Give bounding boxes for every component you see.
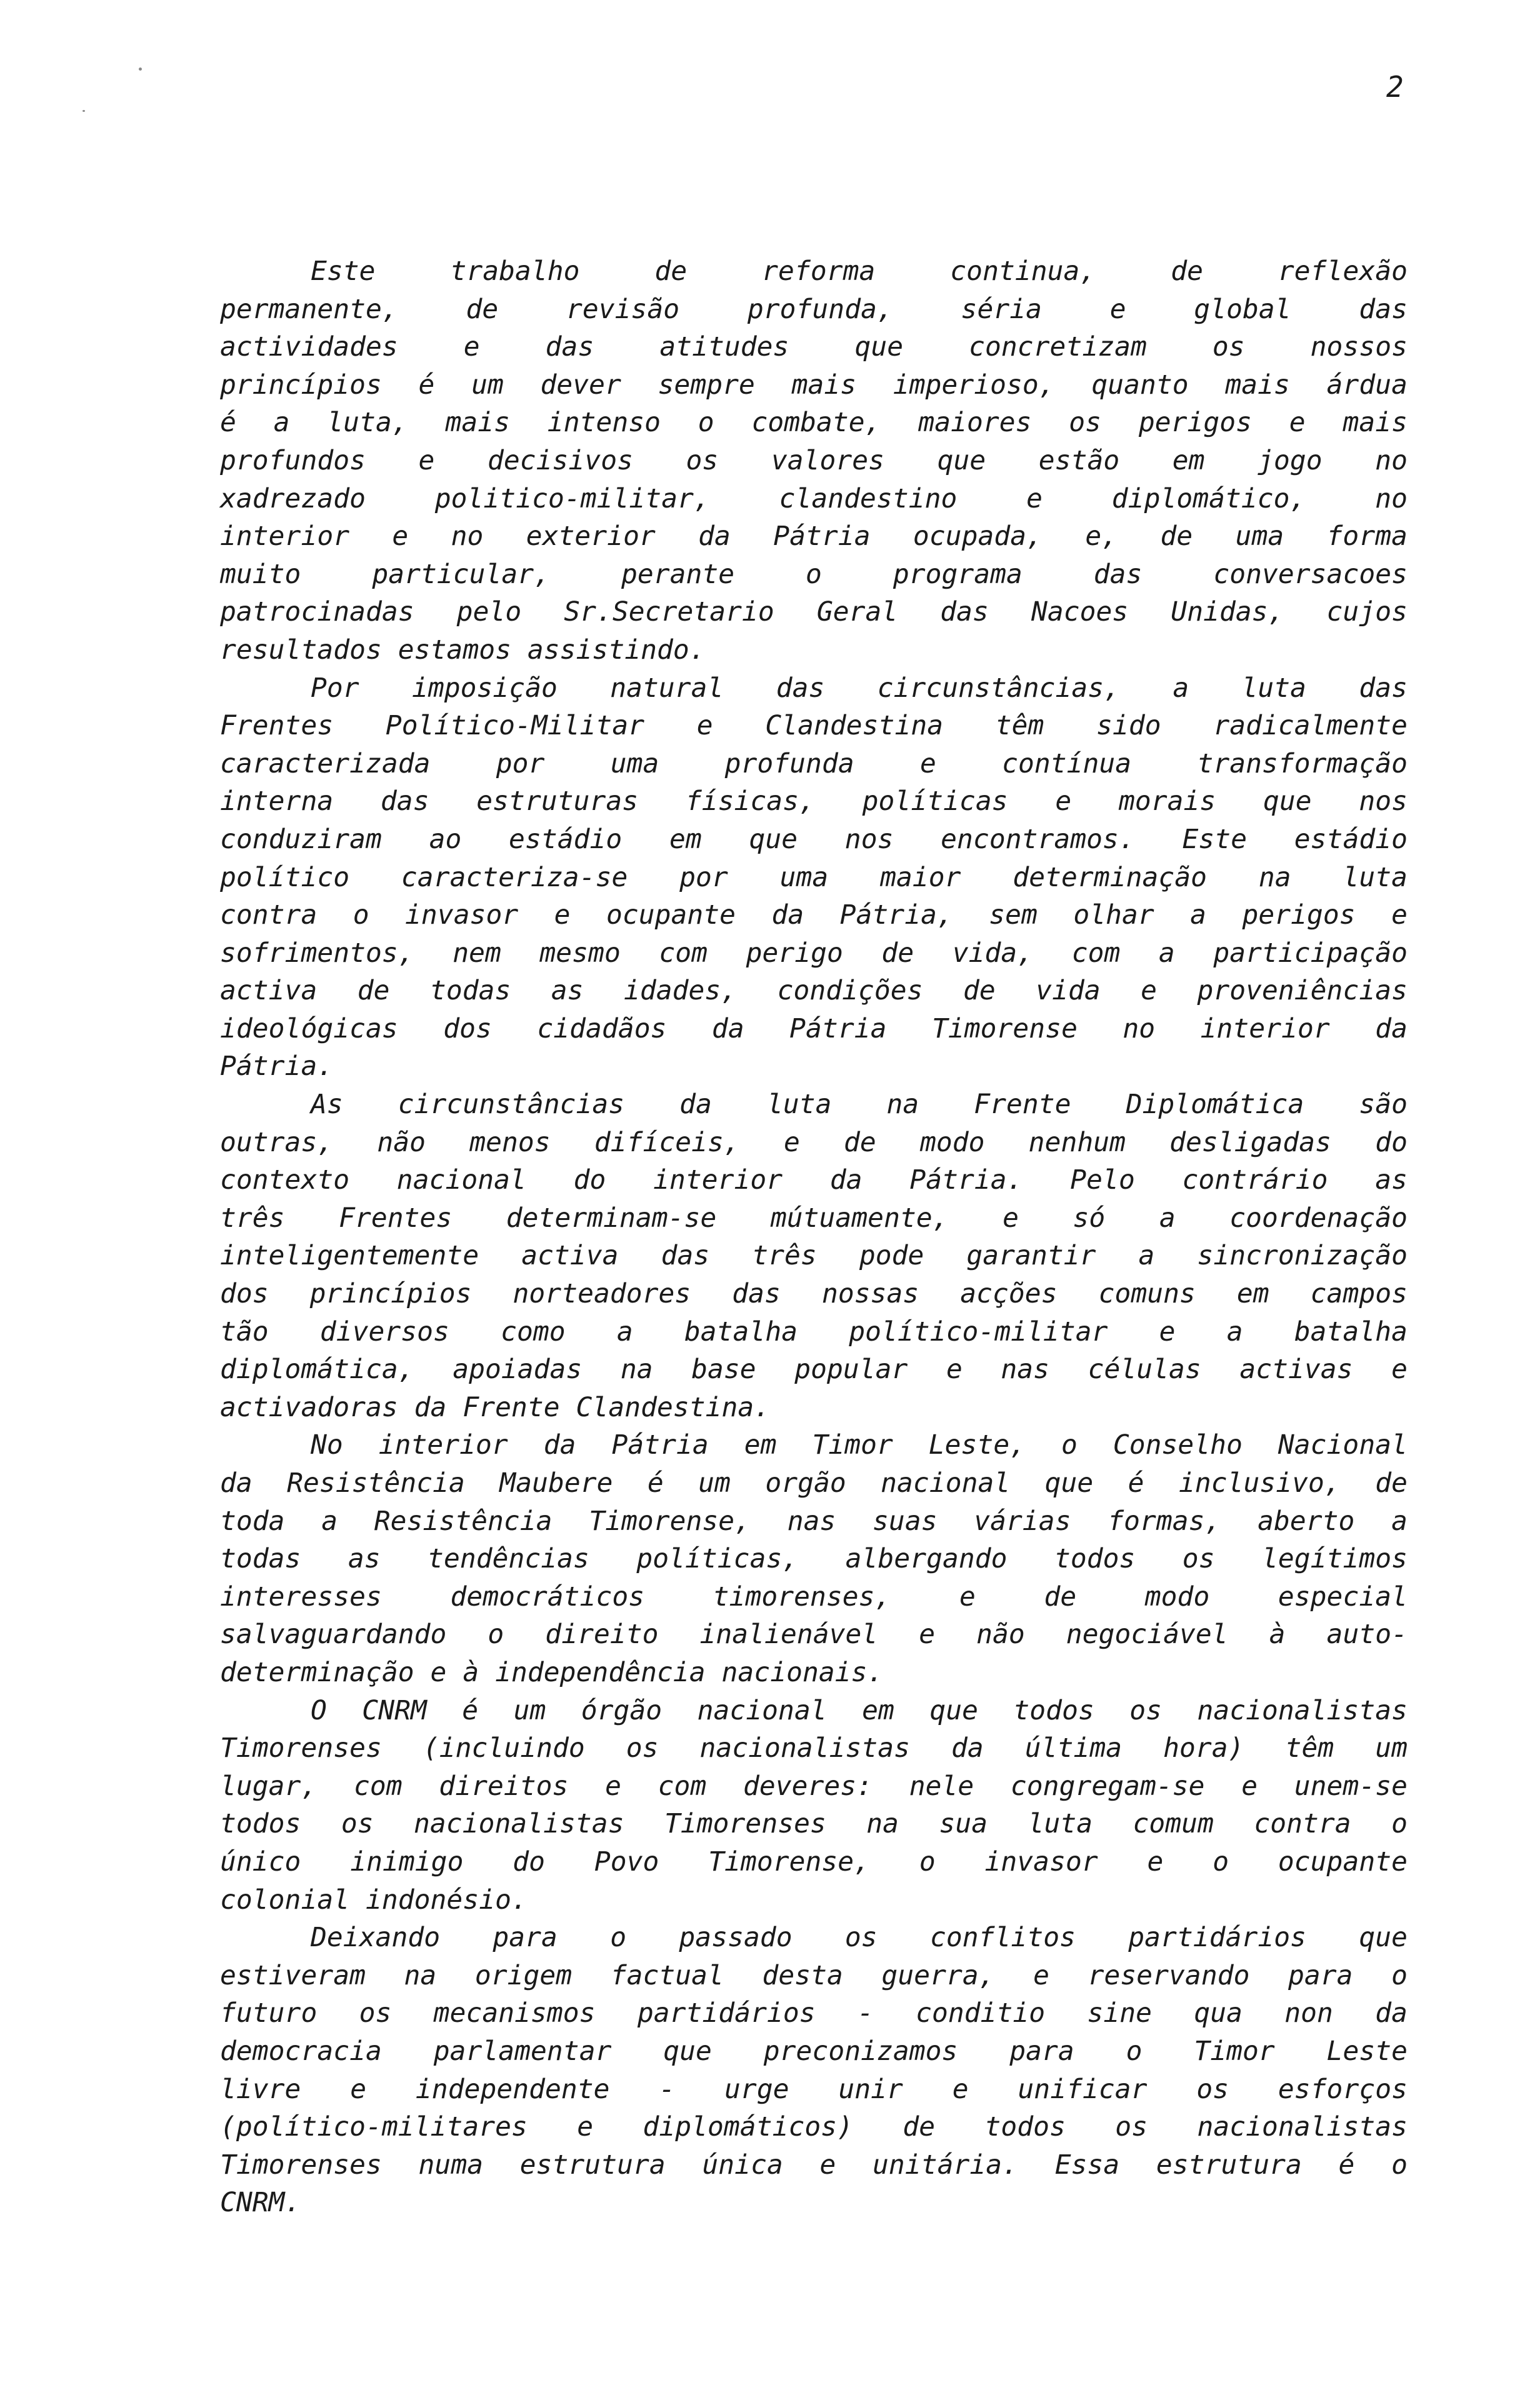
text-line: político caracteriza-se por uma maior determinação na luta bbox=[220, 861, 1408, 893]
text-line: interesses democráticos timorenses, e de modo especial bbox=[220, 1581, 1408, 1612]
text-line: CNRM. bbox=[220, 2187, 301, 2219]
text-line: patrocinadas pelo Sr.Secretario Geral das Nacoes Unidas, cujos bbox=[220, 596, 1408, 628]
text-line: livre e independente - urge unir e unificar os esforços bbox=[220, 2073, 1408, 2105]
text-line: Este trabalho de reforma continua, de reflexão bbox=[311, 256, 1408, 287]
text-line: dos princípios norteadores das nossas acções comuns em campos bbox=[220, 1278, 1408, 1310]
text-line: inteligentemente activa das três pode garantir a sincronização bbox=[220, 1240, 1408, 1272]
text-line: colonial indonésio. bbox=[220, 1884, 528, 1916]
text-line: (político-militares e diplomáticos) de todos os nacionalistas bbox=[220, 2111, 1408, 2143]
text-line: profundos e decisivos os valores que estão em jogo no bbox=[220, 444, 1408, 476]
text-line: O CNRM é um órgão nacional em que todos os nacionalistas bbox=[311, 1694, 1408, 1726]
text-line: outras, não menos difíceis, e de modo nenhum desligadas do bbox=[220, 1126, 1408, 1158]
paragraph bbox=[220, 669, 1408, 1086]
paragraph bbox=[220, 1426, 1408, 1691]
text-line: interior e no exterior da Pátria ocupada, e, de uma forma bbox=[220, 521, 1408, 552]
text-line: da Resistência Maubere é um orgão nacional que é inclusivo, de bbox=[220, 1468, 1408, 1499]
scan-speck bbox=[82, 110, 85, 112]
text-line: diplomática, apoiadas na base popular e nas células activas e bbox=[220, 1354, 1408, 1386]
paragraph bbox=[220, 1692, 1408, 1919]
paragraph bbox=[220, 252, 1408, 669]
text-line: único inimigo do Povo Timorense, o invasor e o ocupante bbox=[220, 1846, 1408, 1878]
text-line: conduziram ao estádio em que nos encontramos. Este estádio bbox=[220, 823, 1408, 855]
text-line: princípios é um dever sempre mais imperioso, quanto mais árdua bbox=[220, 369, 1408, 401]
page-number: 2 bbox=[1386, 70, 1404, 104]
text-line: As circunstâncias da luta na Frente Diplomática são bbox=[311, 1089, 1408, 1121]
text-line: lugar, com direitos e com deveres: nele congregam-se e unem-se bbox=[220, 1770, 1408, 1802]
text-line: actividades e das atitudes que concretizam os nossos bbox=[220, 331, 1408, 363]
text-line: determinação e à independência nacionais. bbox=[220, 1656, 884, 1688]
text-line: todas as tendências políticas, albergando todos os legítimos bbox=[220, 1543, 1408, 1575]
text-line: xadrezado politico-militar, clandestino e diplomático, no bbox=[220, 482, 1408, 514]
text-line: activadoras da Frente Clandestina. bbox=[220, 1391, 771, 1423]
text-line: todos os nacionalistas Timorenses na sua luta comum contra o bbox=[220, 1808, 1408, 1840]
text-line: ideológicas dos cidadãos da Pátria Timorense no interior da bbox=[220, 1012, 1408, 1044]
text-line: Deixando para o passado os conflitos partidários que bbox=[311, 1922, 1408, 1954]
scan-speck bbox=[139, 68, 142, 71]
text-line: Timorenses (incluindo os nacionalistas da última hora) têm um bbox=[220, 1732, 1408, 1764]
text-line: activa de todas as idades, condições de vida e proveniências bbox=[220, 975, 1408, 1007]
text-line: Pátria. bbox=[220, 1051, 334, 1082]
text-line: futuro os mecanismos partidários - conditio sine qua non da bbox=[220, 1998, 1408, 2029]
text-line: estiveram na origem factual desta guerra, e reservando para o bbox=[220, 1959, 1408, 1991]
text-line: contra o invasor e ocupante da Pátria, sem olhar a perigos e bbox=[220, 899, 1408, 931]
text-line: caracterizada por uma profunda e contínua transformação bbox=[220, 748, 1408, 779]
text-line: é a luta, mais intenso o combate, maiores os perigos e mais bbox=[220, 407, 1408, 439]
text-line: resultados estamos assistindo. bbox=[220, 634, 706, 666]
text-line: muito particular, perante o programa das conversacoes bbox=[220, 558, 1408, 590]
text-line: democracia parlamentar que preconizamos para o Timor Leste bbox=[220, 2035, 1408, 2067]
text-line: salvaguardando o direito inalienável e não negociável à auto- bbox=[220, 1619, 1408, 1651]
text-line: permanente, de revisão profunda, séria e global das bbox=[220, 293, 1408, 325]
text-line: Por imposição natural das circunstâncias, a luta das bbox=[311, 672, 1408, 704]
paragraph bbox=[220, 1919, 1408, 2222]
text-line: contexto nacional do interior da Pátria. Pelo contrário as bbox=[220, 1164, 1408, 1196]
document-body bbox=[220, 252, 1408, 2222]
text-line: toda a Resistência Timorense, nas suas várias formas, aberto a bbox=[220, 1505, 1408, 1537]
text-line: três Frentes determinam-se mútuamente, e só a coordenação bbox=[220, 1202, 1408, 1234]
text-line: Frentes Político-Militar e Clandestina têm sido radicalmente bbox=[220, 710, 1408, 742]
text-line: No interior da Pátria em Timor Leste, o Conselho Nacional bbox=[311, 1429, 1408, 1461]
paragraph bbox=[220, 1086, 1408, 1426]
text-line: interna das estruturas físicas, políticas e morais que nos bbox=[220, 786, 1408, 818]
text-line: Timorenses numa estrutura única e unitária. Essa estrutura é o bbox=[220, 2149, 1408, 2181]
text-line: tão diversos como a batalha político-militar e a batalha bbox=[220, 1316, 1408, 1348]
text-line: sofrimentos, nem mesmo com perigo de vida, com a participação bbox=[220, 937, 1408, 969]
